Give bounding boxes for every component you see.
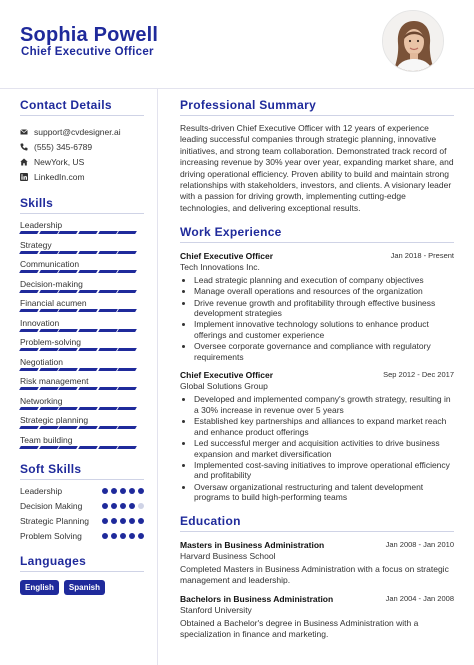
skill-level-segment — [117, 426, 136, 429]
skill-label: Problem-solving — [20, 337, 81, 347]
languages-heading: Languages — [20, 554, 87, 568]
rating-dot — [129, 533, 135, 539]
contact-linkedin[interactable] — [20, 169, 144, 184]
skill-level-segment — [19, 348, 38, 351]
skill-label: Innovation — [20, 317, 60, 328]
education-heading: Education — [180, 513, 241, 528]
rating-dot — [138, 503, 144, 509]
rating-dot — [102, 488, 108, 494]
rating-dot — [111, 533, 117, 539]
education-entry — [180, 540, 454, 586]
contact-linkedin-text: LinkedIn.com — [34, 171, 85, 182]
rating-dot — [129, 518, 135, 524]
skill-level-segment — [39, 426, 58, 429]
skill-level-bar — [20, 446, 138, 449]
skill-label: Negotiation — [20, 356, 64, 367]
soft-skills-list — [20, 486, 144, 544]
contact-section — [20, 98, 144, 184]
phone-icon — [20, 143, 28, 151]
skill-level-segment — [58, 407, 77, 410]
skill-item — [20, 433, 144, 453]
skill-level-segment — [39, 231, 58, 234]
skill-level-bar — [20, 251, 138, 254]
skill-item — [20, 218, 144, 238]
skill-level-segment — [39, 348, 58, 351]
skill-level-segment — [19, 231, 38, 234]
skills-heading: Skills — [20, 196, 54, 210]
skill-level-segment — [98, 231, 117, 234]
skill-label: Team building — [20, 434, 73, 445]
education-list — [180, 540, 454, 640]
skill-level-bar — [20, 231, 138, 234]
rating-dot — [129, 488, 135, 494]
skill-item — [20, 355, 144, 375]
summary-heading: Professional Summary — [180, 98, 317, 112]
skill-level-segment — [58, 329, 77, 332]
skill-label: Strategy — [20, 239, 52, 250]
soft-skill-rating — [102, 533, 144, 539]
education-entry — [180, 594, 454, 640]
rating-dot — [120, 488, 126, 494]
soft-skill-rating — [102, 488, 144, 494]
contact-phone-text: (555) 345-6789 — [34, 141, 93, 152]
job-role: Chief Executive Officer — [180, 251, 274, 262]
soft-skill-item — [20, 486, 144, 499]
candidate-title: Chief Executive Officer — [21, 46, 154, 58]
job-dates: Jan 2018 - Present — [390, 251, 454, 261]
experience-section — [180, 225, 454, 502]
skill-level-segment — [78, 290, 97, 293]
email-icon — [20, 128, 28, 136]
skill-level-segment — [58, 446, 77, 449]
skill-level-segment — [19, 426, 38, 429]
job-bullet: • Oversaw organizational restructuring and talent development programs to build high-performing teams — [194, 482, 454, 503]
skill-level-segment — [19, 290, 38, 293]
skill-level-segment — [39, 329, 58, 332]
skill-item — [20, 296, 144, 316]
rating-dot — [138, 533, 144, 539]
education-header — [180, 540, 454, 550]
education-degree: Masters in Business Administration — [180, 539, 325, 550]
skill-level-segment — [58, 251, 77, 254]
skill-level-segment — [117, 329, 136, 332]
skill-level-segment — [39, 368, 58, 371]
skill-level-segment — [39, 309, 58, 312]
skill-level-segment — [78, 446, 97, 449]
rating-dot — [102, 533, 108, 539]
section-rule — [20, 115, 144, 116]
skill-label: Risk management — [20, 376, 89, 386]
skills-list — [20, 218, 144, 452]
skill-level-segment — [117, 270, 136, 273]
skill-level-bar — [20, 270, 138, 273]
soft-skill-rating — [102, 518, 144, 524]
soft-skill-label: Problem Solving — [20, 531, 82, 541]
profile-photo — [382, 10, 444, 72]
skill-item — [20, 316, 144, 336]
job-bullet: • Manage overall operations and resources of the organization — [194, 286, 454, 297]
skill-level-segment — [98, 348, 117, 351]
skill-level-segment — [78, 270, 97, 273]
skill-level-segment — [117, 309, 136, 312]
job-header — [180, 251, 454, 261]
skill-level-segment — [58, 348, 77, 351]
skill-level-segment — [117, 251, 136, 254]
section-rule — [20, 213, 144, 214]
skill-level-segment — [58, 231, 77, 234]
skill-level-segment — [78, 368, 97, 371]
soft-skill-label: Strategic Planning — [20, 516, 89, 526]
job-company: Global Solutions Group — [180, 381, 268, 392]
job-bullet: • Drive revenue growth and profitability through effective business development strategies — [194, 298, 454, 319]
skill-item — [20, 238, 144, 258]
job-entry — [180, 251, 454, 362]
skill-level-segment — [98, 368, 117, 371]
rating-dot — [111, 518, 117, 524]
job-bullet: • Lead strategic planning and execution of company objectives — [194, 275, 454, 286]
skill-level-segment — [19, 309, 38, 312]
rating-dot — [102, 503, 108, 509]
skill-level-segment — [58, 290, 77, 293]
section-rule — [180, 531, 454, 532]
job-bullet: • Developed and implemented company's growth strategy, resulting in a 30% increase in revenue over 5 years — [194, 394, 454, 415]
contact-heading: Contact Details — [20, 98, 112, 112]
rating-dot — [111, 488, 117, 494]
skill-level-segment — [98, 426, 117, 429]
skill-level-bar — [20, 329, 138, 332]
skill-level-segment — [19, 251, 38, 254]
job-bullet: • Oversee corporate governance and compliance with regulatory requirements — [194, 341, 454, 362]
skill-label: Communication — [20, 259, 80, 269]
skill-level-segment — [98, 290, 117, 293]
skill-level-segment — [78, 348, 97, 351]
skill-level-segment — [19, 368, 38, 371]
job-bullet: • Led successful merger and acquisition activities to drive business expansion and market diversification — [194, 438, 454, 459]
job-bullets — [180, 394, 454, 502]
skill-level-segment — [39, 407, 58, 410]
skill-level-segment — [58, 270, 77, 273]
skill-level-segment — [19, 446, 38, 449]
job-bullet: • Implement innovative technology solutions to enhance product offerings and customer experience — [194, 319, 454, 340]
experience-heading: Work Experience — [180, 225, 282, 240]
section-rule — [20, 479, 144, 480]
section-rule — [180, 115, 454, 116]
skill-level-bar — [20, 426, 138, 429]
resume-header — [0, 0, 474, 86]
skill-level-segment — [19, 329, 38, 332]
soft-skill-item — [20, 531, 144, 544]
skill-level-segment — [39, 446, 58, 449]
rating-dot — [120, 518, 126, 524]
skill-level-segment — [78, 407, 97, 410]
rating-dot — [102, 518, 108, 524]
skill-level-segment — [98, 407, 117, 410]
skill-level-segment — [117, 387, 136, 390]
header-divider — [0, 88, 474, 89]
job-dates: Sep 2012 - Dec 2017 — [383, 370, 454, 380]
skills-section — [20, 196, 144, 452]
soft-skill-rating — [102, 503, 144, 509]
rating-dot — [111, 503, 117, 509]
summary-section — [180, 98, 454, 214]
skill-level-segment — [78, 329, 97, 332]
contact-phone[interactable] — [20, 139, 144, 154]
job-bullet: • Implemented cost-saving initiatives to improve operational efficiency and profitability — [194, 460, 454, 481]
skill-label: Financial acumen — [20, 298, 87, 308]
education-description: Obtained a Bachelor's degree in Business Administration with a specialization in finance and marketing. — [180, 617, 419, 639]
skill-level-segment — [78, 387, 97, 390]
skill-level-segment — [19, 270, 38, 273]
skill-level-segment — [58, 368, 77, 371]
job-company: Tech Innovations Inc. — [180, 262, 260, 273]
skill-level-segment — [78, 231, 97, 234]
skill-level-segment — [117, 446, 136, 449]
skill-level-segment — [98, 387, 117, 390]
skill-label: Networking — [20, 395, 63, 406]
skill-level-segment — [117, 368, 136, 371]
contact-email-text: support@cvdesigner.ai — [34, 126, 121, 137]
skill-level-segment — [39, 270, 58, 273]
rating-dot — [120, 503, 126, 509]
skill-label: Leadership — [20, 220, 63, 230]
rating-dot — [129, 503, 135, 509]
skill-level-segment — [98, 270, 117, 273]
skill-level-segment — [58, 426, 77, 429]
skill-level-segment — [78, 426, 97, 429]
job-entry — [180, 370, 454, 502]
skill-level-segment — [19, 407, 38, 410]
job-header — [180, 370, 454, 380]
skill-level-segment — [78, 309, 97, 312]
education-section — [180, 514, 454, 640]
contact-location-text: NewYork, US — [34, 156, 85, 167]
education-school: Stanford University — [180, 604, 252, 615]
soft-skill-item — [20, 501, 144, 514]
soft-skill-item — [20, 516, 144, 529]
skill-level-segment — [98, 251, 117, 254]
summary-text: Results-driven Chief Executive Officer with 12 years of experience leading successful companies through strategic planning, innovative initiatives, and strong team collaboration. Demonstrated track record of increasing revenue by 30% year over year, expanding market share, and driving operational efficiency. Proven ability to build and maintain strong relationships with stakeholders, investors, and clients. A visionary leader with a passion for driving growth, implementing cutting-edge technologies, and delivering exceptional results. — [180, 123, 454, 213]
skill-level-segment — [78, 251, 97, 254]
skill-level-segment — [39, 290, 58, 293]
soft-skills-heading: Soft Skills — [20, 462, 82, 476]
skill-item — [20, 394, 144, 414]
rating-dot — [120, 533, 126, 539]
education-dates: Jan 2008 - Jan 2010 — [385, 539, 454, 549]
skill-item — [20, 277, 144, 297]
contact-location — [20, 154, 144, 169]
skill-level-segment — [98, 309, 117, 312]
soft-skill-label: Leadership — [20, 486, 63, 496]
education-dates: Jan 2004 - Jan 2008 — [385, 593, 454, 603]
education-header — [180, 594, 454, 604]
skill-level-segment — [39, 387, 58, 390]
skill-level-segment — [117, 290, 136, 293]
soft-skills-section — [20, 462, 144, 544]
skill-label: Decision-making — [20, 278, 83, 289]
skill-item — [20, 257, 144, 277]
job-list — [180, 251, 454, 502]
rating-dot — [138, 488, 144, 494]
skill-label: Strategic planning — [20, 415, 89, 425]
column-divider — [157, 88, 158, 665]
rating-dot — [138, 518, 144, 524]
skill-level-bar — [20, 348, 138, 351]
linkedin-icon — [20, 173, 28, 181]
skill-level-segment — [58, 309, 77, 312]
skill-level-bar — [20, 368, 138, 371]
contact-email[interactable] — [20, 124, 144, 139]
languages-section — [20, 554, 144, 595]
skill-level-bar — [20, 407, 138, 410]
skill-level-bar — [20, 387, 138, 390]
soft-skill-label: Decision Making — [20, 501, 83, 511]
skill-level-segment — [117, 407, 136, 410]
skill-level-segment — [117, 348, 136, 351]
education-description: Completed Masters in Business Administration with a focus on strategic management and leadership. — [180, 563, 449, 585]
skill-item — [20, 413, 144, 433]
job-bullets — [180, 275, 454, 362]
home-icon — [20, 158, 28, 166]
education-school: Harvard Business School — [180, 550, 276, 561]
skill-level-bar — [20, 309, 138, 312]
right-column — [180, 98, 454, 640]
section-rule — [180, 242, 454, 243]
skill-level-segment — [117, 231, 136, 234]
job-role: Chief Executive Officer — [180, 370, 274, 381]
skill-level-segment — [19, 387, 38, 390]
section-rule — [20, 571, 144, 572]
skill-level-segment — [98, 329, 117, 332]
skill-item — [20, 374, 144, 394]
candidate-name: Sophia Powell — [20, 24, 159, 46]
skill-level-segment — [58, 387, 77, 390]
skill-level-bar — [20, 290, 138, 293]
language-pill: Spanish — [64, 580, 105, 595]
language-pill: English — [20, 580, 59, 595]
skill-level-segment — [98, 446, 117, 449]
job-bullet: • Established key partnerships and alliances to expand market reach and enhance product offerings — [194, 416, 454, 437]
left-column — [20, 98, 144, 595]
skill-item — [20, 335, 144, 355]
education-degree: Bachelors in Business Administration — [180, 593, 334, 604]
skill-level-segment — [39, 251, 58, 254]
